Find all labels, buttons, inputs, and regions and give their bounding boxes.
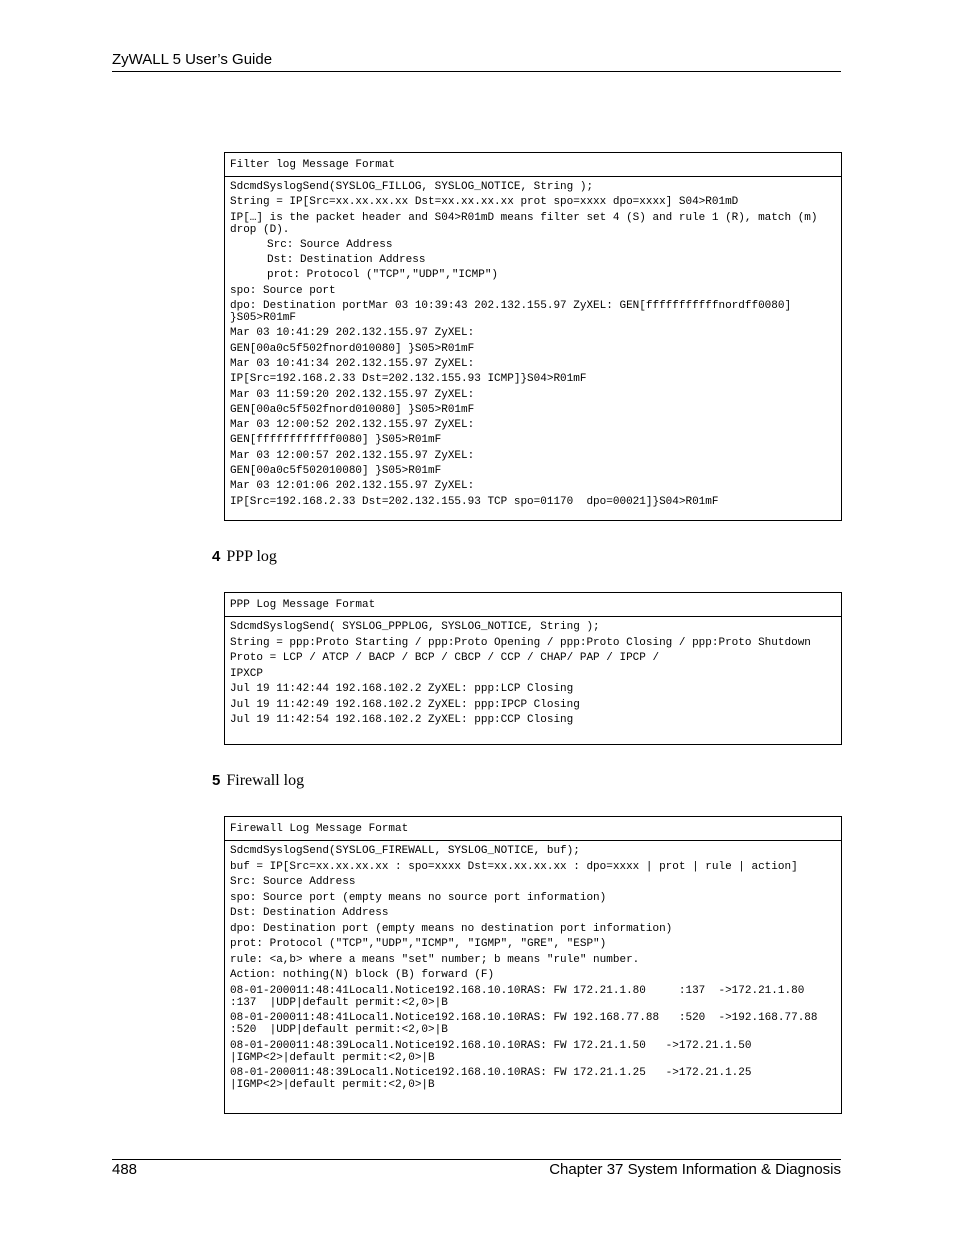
filter-log-line: spo: Source port [230,284,336,297]
firewall-log-line: rule: <a,b> where a means "set" number; b means "rule" number. [230,953,640,966]
firewall-log-box-body [225,841,841,1097]
ppp-log-line: IPXCP [230,667,264,680]
firewall-log-line: Dst: Destination Address [230,907,389,919]
filter-log-line: IP[Src=192.168.2.33 Dst=202.132.155.93 ICMP]}S04>R01mF [230,373,587,386]
ppp-log-line: Jul 19 11:42:49 192.168.102.2 ZyXEL: ppp:IPCP Closing [230,698,580,711]
running-header: ZyWALL 5 User’s Guide [112,51,273,68]
filter-log-line: prot: Protocol ("TCP","UDP","ICMP") [267,269,499,282]
filter-log-line: Src: Source Address [267,238,393,251]
filter-log-line: GEN[ffffffffffff0080] }S05>R01mF [230,434,442,447]
ppp-log-line: Jul 19 11:42:44 192.168.102.2 ZyXEL: ppp:LCP Closing [230,683,574,695]
filter-log-line: Mar 03 12:01:06 202.132.155.97 ZyXEL: [230,480,475,493]
section-title: PPP log [226,548,277,565]
firewall-log-line: buf = IP[Src=xx.xx.xx.xx : spo=xxxx Dst=xx.xx.xx.xx : dpo=xxxx | prot | rule | action] [230,860,798,873]
firewall-log-line: Action: nothing(N) block (B) forward (F) [230,969,495,981]
filter-log-box-body [225,177,841,513]
firewall-log-line: SdcmdSyslogSend(SYSLOG_FIREWALL, SYSLOG_NOTICE, buf); [230,845,580,857]
firewall-log-line: 08-01-200011:48:41Local1.Notice192.168.10.10RAS: FW 192.168.77.88 :520 ->192.168.77.88 :520 |UDP|default permit:<2,0>|B [230,1012,838,1036]
firewall-log-line: 08-01-200011:48:39Local1.Notice192.168.10.10RAS: FW 172.21.1.25 ->172.21.1.25 |IGMP<2>|default permit:<2,0>|B [230,1067,759,1091]
firewall-log-line: Src: Source Address [230,876,356,888]
filter-log-line: IP[Src=192.168.2.33 Dst=202.132.155.93 TCP spo=01170 dpo=00021]}S04>R01mF [230,495,719,508]
filter-log-line: IP[…] is the packet header and S04>R01mD means filter set 4 (S) and rule 1 (R), match (m) drop (D). [230,211,825,236]
filter-log-format-box [224,152,842,521]
filter-log-line: dpo: Destination portMar 03 10:39:43 202.132.155.97 ZyXEL: GEN[fffffffffffnordff0080] }S05>R01mF [230,300,798,325]
filter-log-line: Mar 03 12:00:52 202.132.155.97 ZyXEL: [230,419,475,432]
section-number: 4 [212,548,221,565]
header-rule [112,71,841,72]
ppp-log-box-heading: PPP Log Message Format [225,593,841,617]
section-heading-ppp-log [212,548,277,566]
ppp-log-line: Jul 19 11:42:54 192.168.102.2 ZyXEL: ppp:CCP Closing [230,714,574,726]
filter-log-line: GEN[00a0c5f502fnord010080] }S05>R01mF [230,403,475,416]
filter-log-line: Dst: Destination Address [267,254,426,267]
filter-log-line: GEN[00a0c5f502010080] }S05>R01mF [230,465,442,478]
filter-log-line: Mar 03 12:00:57 202.132.155.97 ZyXEL: [230,449,475,462]
firewall-log-format-box [224,816,842,1114]
section-title: Firewall log [226,772,305,789]
firewall-log-line: 08-01-200011:48:41Local1.Notice192.168.10.10RAS: FW 172.21.1.80 :137 ->172.21.1.80 :137 |UDP|default permit:<2,0>|B [230,984,838,1009]
filter-log-line: GEN[00a0c5f502fnord010080] }S05>R01mF [230,342,475,355]
filter-log-line: SdcmdSyslogSend(SYSLOG_FILLOG, SYSLOG_NOTICE, String ); [230,181,594,193]
filter-log-line: String = IP[Src=xx.xx.xx.xx Dst=xx.xx.xx.xx prot spo=xxxx dpo=xxxx] S04>R01mD [230,196,739,209]
filter-log-line: Mar 03 11:59:20 202.132.155.97 ZyXEL: [230,388,475,401]
filter-log-box-heading: Filter log Message Format [225,153,841,177]
firewall-log-box-heading: Firewall Log Message Format [225,817,841,841]
ppp-log-line: String = ppp:Proto Starting / ppp:Proto Opening / ppp:Proto Closing / ppp:Proto Shutdown [230,636,811,649]
firewall-log-line: prot: Protocol ("TCP","UDP","ICMP", "IGMP", "GRE", "ESP") [230,938,607,950]
filter-log-line: Mar 03 10:41:29 202.132.155.97 ZyXEL: [230,327,475,340]
ppp-log-format-box [224,592,842,745]
ppp-log-box-body [225,617,841,732]
firewall-log-line: dpo: Destination port (empty means no destination port information) [230,922,673,935]
firewall-log-line: 08-01-200011:48:39Local1.Notice192.168.10.10RAS: FW 172.21.1.50 ->172.21.1.50 |IGMP<2>|default permit:<2,0>|B [230,1039,759,1064]
firewall-log-line: spo: Source port (empty means no source port information) [230,891,607,904]
ppp-log-line: Proto = LCP / ATCP / BACP / BCP / CBCP / CCP / CHAP/ PAP / IPCP / [230,652,660,664]
footer-rule [112,1159,841,1160]
chapter-title: Chapter 37 System Information & Diagnosis [549,1161,841,1178]
section-number: 5 [212,772,221,789]
section-heading-firewall-log [212,772,304,790]
page-number: 488 [112,1161,138,1178]
filter-log-line: Mar 03 10:41:34 202.132.155.97 ZyXEL: [230,357,475,370]
ppp-log-line: SdcmdSyslogSend( SYSLOG_PPPLOG, SYSLOG_NOTICE, String ); [230,621,600,633]
